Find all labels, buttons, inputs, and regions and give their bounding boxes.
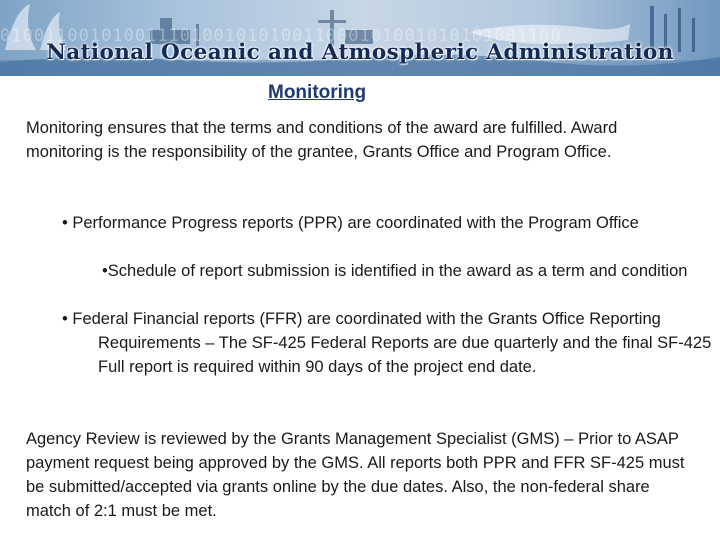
banner-title: National Oceanic and Atmospheric Administration	[46, 40, 674, 65]
bullet-schedule: •Schedule of report submission is identified in the award as a term and condition	[102, 262, 688, 280]
agency-review-paragraph: Agency Review is reviewed by the Grants Management Specialist (GMS) – Prior to ASAP payment request being approved by the GMS. All reports both PPR and FFR SF-425 must be submitted/accepted via grants online by the due dates. Also, the non-federal share match of 2:1 must be met.	[26, 430, 685, 520]
intro-paragraph: Monitoring ensures that the terms and conditions of the award are fulfilled. Award monitoring is the responsibility of the grantee, Grants Office and Program Office.	[26, 119, 618, 161]
banner-binary-text: 01001100101001110100101010011000101001010101001100	[0, 26, 562, 46]
bullet-ppr: • Performance Progress reports (PPR) are coordinated with the Program Office	[62, 214, 639, 232]
noaa-banner	[0, 0, 720, 76]
page-heading: Monitoring	[268, 82, 367, 103]
bullet-ffr: • Federal Financial reports (FFR) are coordinated with the Grants Office Reporting Requirements – The SF-425 Federal Reports are due quarterly and the final SF-425 Full report is required within 90 days of the project end date.	[62, 310, 712, 376]
